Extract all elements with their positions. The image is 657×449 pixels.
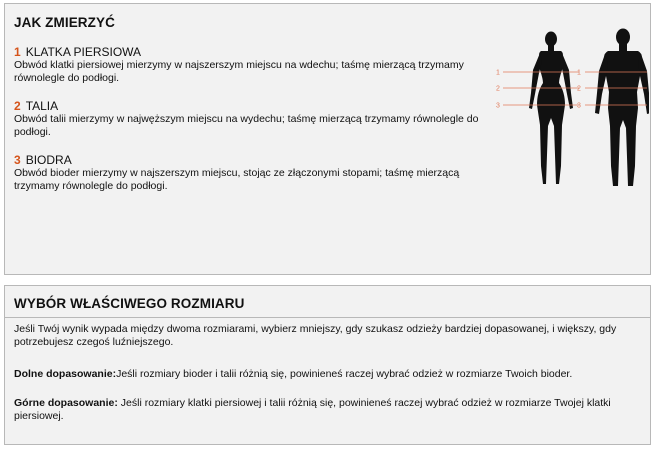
- measure-hips-number: 3: [14, 153, 21, 167]
- measure-chest-text: Obwód klatki piersiowej mierzymy w najszerszym miejscu na wdechu; taśmę mierzącą trzymamy równolegle do podłogi.: [14, 59, 464, 84]
- top-fit-label: Górne dopasowanie:: [14, 397, 118, 409]
- bottom-fit-text: Jeśli rozmiary bioder i talii różnią się, powinieneś raczej wybrać odzież w rozmiarze Twoich bioder.: [116, 368, 573, 380]
- size-choice-divider: [5, 317, 650, 318]
- male-label-3: 3: [577, 102, 581, 110]
- how-to-measure-title: JAK ZMIERZYĆ: [14, 15, 115, 30]
- measure-hips-text: Obwód bioder mierzymy w najszerszym miejscu, stojąc ze złączonymi stopami; taśmę mierzącą trzymamy równolegle do podłogi.: [14, 167, 460, 192]
- female-label-3: 3: [496, 102, 500, 110]
- measure-waist-text: Obwód talii mierzymy w najwęższym miejscu na wydechu; taśmę mierzącą trzymamy równolegle do podłogi.: [14, 113, 479, 138]
- male-label-1: 1: [577, 69, 581, 77]
- size-choice-title: WYBÓR WŁAŚCIWEGO ROZMIARU: [14, 296, 245, 311]
- female-silhouette: [529, 32, 573, 185]
- measure-chest-label: KLATKA PIERSIOWA: [25, 45, 142, 59]
- size-choice-intro: Jeśli Twój wynik wypada między dwoma rozmiarami, wybierz mniejszy, gdy szukasz odzieży bardziej dopasowanej, i większy, gdy potrzebujesz czegoś luźniejszego.: [14, 323, 617, 348]
- bottom-fit-paragraph: [14, 368, 644, 381]
- size-choice-panel: [4, 285, 651, 445]
- measure-chest-title: [14, 45, 141, 59]
- top-fit-paragraph: [14, 397, 644, 423]
- female-label-2: 2: [496, 85, 500, 93]
- measure-waist-title: [14, 99, 58, 113]
- measure-hips-label: BIODRA: [25, 153, 72, 167]
- measure-waist-label: TALIA: [25, 99, 59, 113]
- bottom-fit-label: Dolne dopasowanie:: [14, 368, 117, 380]
- measure-waist-number: 2: [14, 99, 21, 113]
- measure-chest-number: 1: [14, 45, 21, 59]
- measure-hips-title: [14, 153, 72, 167]
- top-fit-text: Jeśli rozmiary klatki piersiowej i talii różnią się, powinieneś raczej wybrać odzież w rozmiarze Twojej klatki piersiowej.: [14, 397, 611, 422]
- body-measurement-figures: [489, 26, 649, 196]
- how-to-measure-panel: [4, 3, 651, 275]
- female-label-1: 1: [496, 69, 500, 77]
- male-silhouette: [595, 29, 649, 187]
- male-label-2: 2: [577, 85, 581, 93]
